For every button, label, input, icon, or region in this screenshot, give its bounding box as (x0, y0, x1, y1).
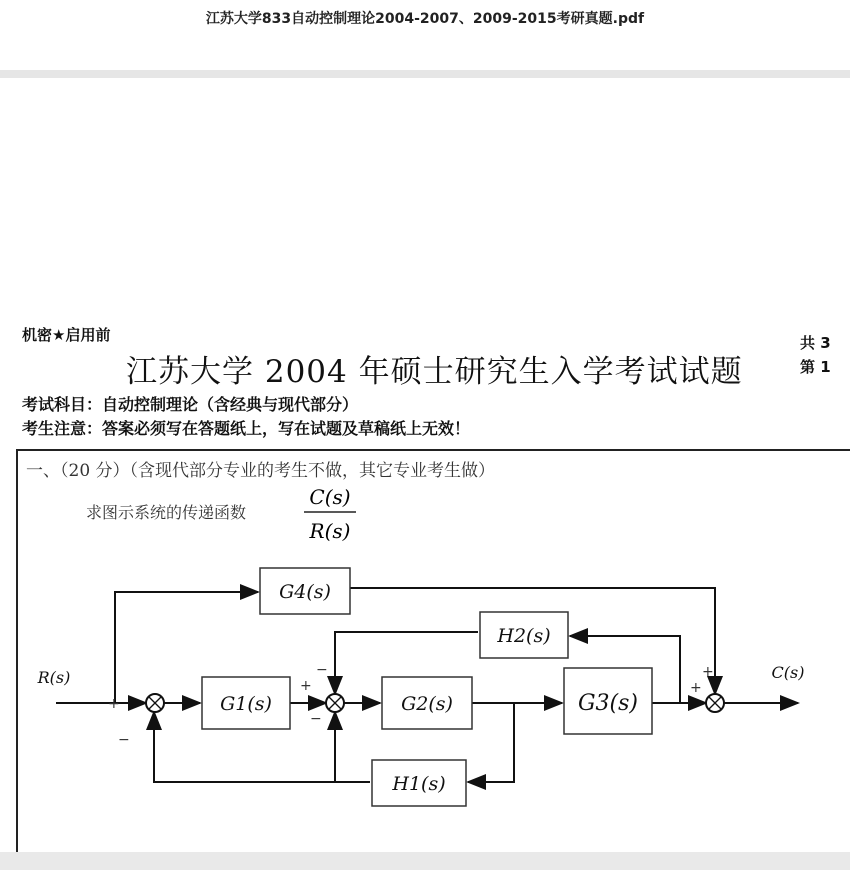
sign-1: + (108, 696, 120, 712)
document-title: 江苏大学833自动控制理论2004-2007、2009-2015考研真题.pdf (205, 11, 645, 27)
secret-label: 机密★启用前 (22, 326, 111, 344)
sign-2: − (118, 732, 130, 748)
label-h1: H1(s) (392, 773, 446, 795)
page-number: 第 1 (800, 358, 831, 376)
sign-5: − (316, 662, 328, 678)
input-label: R(s) (37, 668, 71, 687)
label-g3: G3(s) (577, 691, 639, 716)
sign-7: + (702, 664, 714, 680)
viewer-bottom-bar (0, 852, 850, 870)
block-diagram (0, 478, 850, 852)
pdf-page (0, 78, 850, 852)
label-g1: G1(s) (220, 693, 272, 715)
label-h2: H2(s) (497, 625, 551, 647)
exam-notice: 考生注意：答案必须写在答题纸上，写在试题及草稿纸上无效！ (22, 419, 471, 438)
prompt-text: 求图示系统的传递函数 (86, 503, 247, 522)
exam-title: 江苏大学 2004 年硕士研究生入学考试试题 (126, 354, 743, 390)
fraction-denominator: R(s) (309, 519, 351, 543)
toolbar-separator (0, 70, 850, 78)
sign-6: + (690, 680, 702, 696)
pages-total: 共 3 (800, 334, 831, 352)
label-g2: G2(s) (401, 693, 453, 715)
fraction-numerator: C(s) (309, 485, 351, 509)
label-g4: G4(s) (279, 581, 331, 603)
sign-3: + (300, 678, 312, 694)
question-header: 一、（20 分）（含现代部分专业的考生不做，其它专业考生做） (26, 461, 496, 481)
exam-subject: 考试科目：自动控制理论（含经典与现代部分） (22, 395, 359, 414)
sign-4: − (310, 711, 322, 727)
output-label: C(s) (771, 663, 805, 682)
